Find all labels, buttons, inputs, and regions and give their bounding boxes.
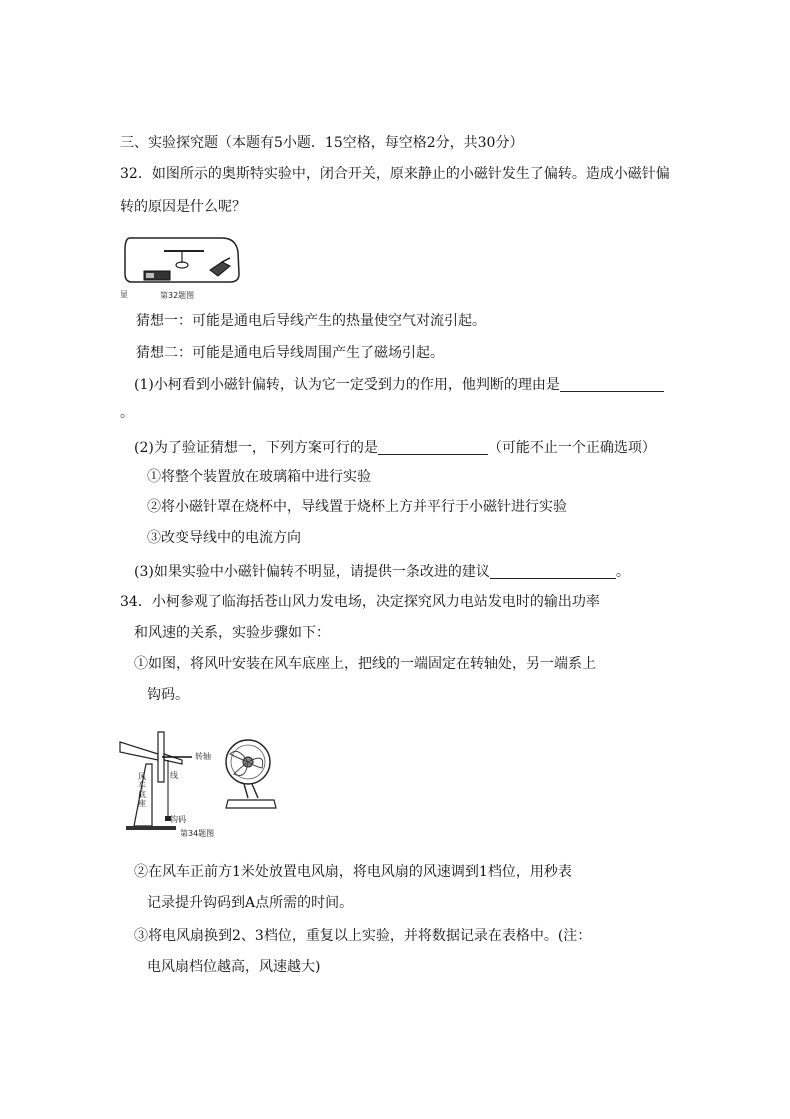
q32-sub2-text: (2)为了验证猜想一，下列方案可行的是 [134,440,378,456]
q32-guess2: 猜想二：可能是通电后导线周围产生了磁场引起。 [136,345,444,361]
q32-stem-line2: 转的原因是什么呢？ [120,199,246,215]
q32-option1: ①将整个装置放在玻璃箱中进行实验 [147,469,371,485]
q32-sub1-end: 。 [120,405,134,421]
q32-sub3-answer-blank[interactable] [490,564,616,579]
section-header: 三、实验探究题（本题有5小题．15空格，每空格2分，共30分） [120,135,524,151]
q32-sub2-note: （可能不止一个正确选项） [487,440,656,456]
q32-option3: ③改变导线中的电流方向 [147,530,301,546]
q32-sub3-text: (3)如果实验中小磁针偏转不明显，请提供一条改进的建议 [134,564,490,580]
q32-option2: ②将小磁针罩在烧杯中，导线置于烧杯上方并平行于小磁针进行实验 [147,499,567,515]
q34-step2-line2: 记录提升钩码到A点所需的时间。 [147,895,354,911]
q32-sub3 [134,564,630,579]
q32-guess1: 猜想一：可能是通电后导线产生的热量使空气对流引起。 [136,313,486,329]
q34-step3-line1: ③将电风扇换到2、3档位，重复以上实验，并将数据记录在表格中。(注： [134,928,592,944]
q34-step1-line2: 钩码。 [147,687,189,703]
q32-figure-side-mark: 显 [120,290,128,299]
fig34-label-axis: 转轴 [195,752,211,761]
q32-sub3-end: 。 [615,564,630,580]
q32-stem-line1: 32．如图所示的奥斯特实验中，闭合开关，原来静止的小磁针发生了偏转。造成小磁针偏 [120,166,670,182]
q32-sub2-answer-blank[interactable] [378,440,488,455]
q34-stem-line2: 和风速的关系，实验步骤如下： [134,625,330,641]
q32-figure-caption: 第32题图 [160,291,195,300]
q34-stem-line1: 34．小柯参观了临海括苍山风力发电场，决定探究风力电站发电时的输出功率 [120,594,600,610]
q34-step2-line1: ②在风车正前方1米处放置电风扇，将电风扇的风速调到1档位，用秒表 [134,864,572,880]
oersted-experiment-figure [118,230,248,302]
q34-figure-caption: 第34题图 [180,829,215,838]
q34-step1-line1: ①如图，将风叶安装在风车底座上，把线的一端固定在转轴处，另一端系上 [134,656,596,672]
q32-sub1-text: (1)小柯看到小磁针偏转，认为它一定受到力的作用，他判断的理由是 [134,377,560,393]
fig34-label-base: 风车底座 [138,772,146,808]
q32-sub2 [134,440,656,455]
fig34-label-weight: 钩码 [170,815,186,824]
q34-step3-line2: 电风扇档位越高，风速越大) [147,959,321,975]
q32-sub1-answer-blank[interactable] [560,377,664,392]
windmill-fan-figure [118,724,278,842]
q32-sub1 [134,377,664,392]
fig34-label-line: 线 [170,771,178,780]
